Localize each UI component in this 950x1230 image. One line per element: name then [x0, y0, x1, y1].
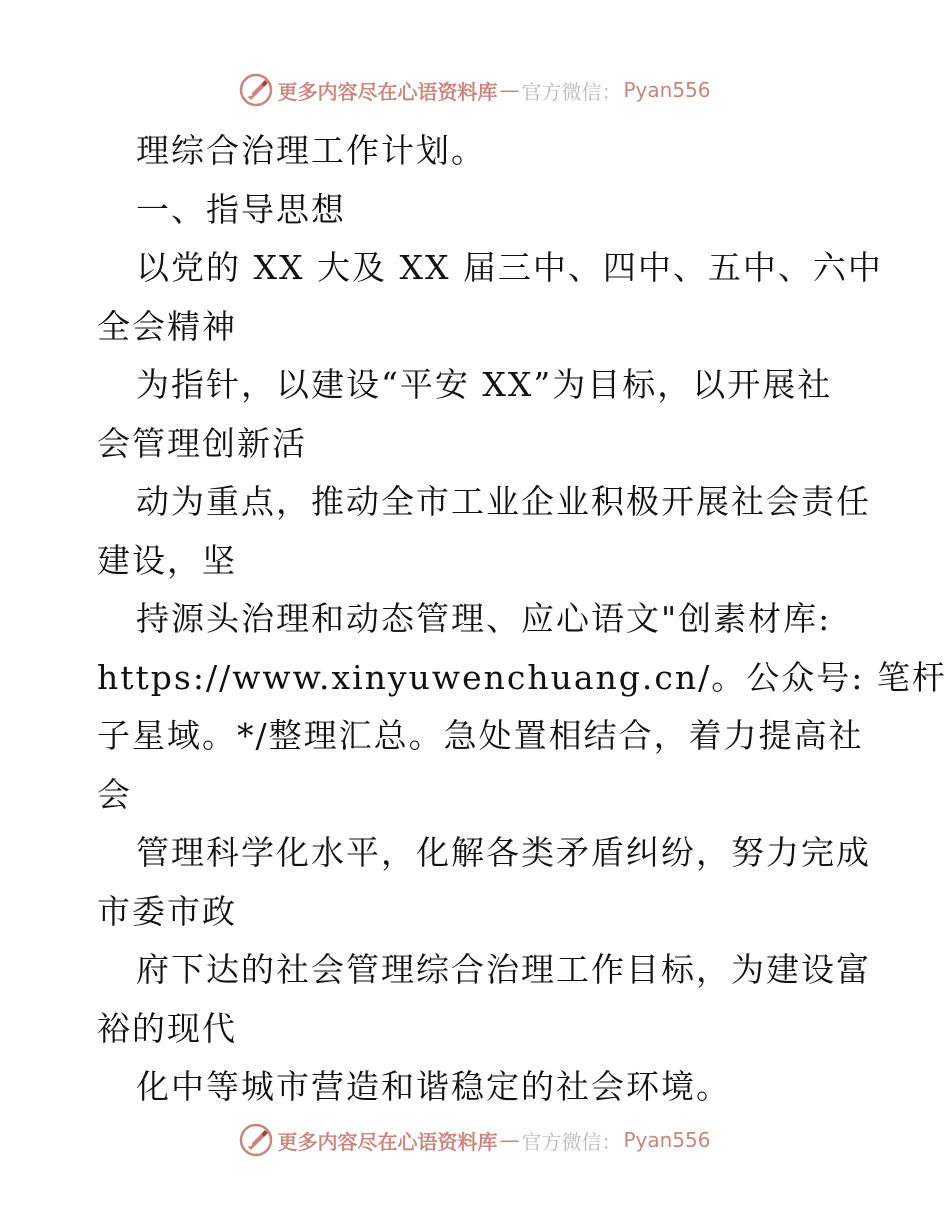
footer-wechat-id: Pyan556: [623, 1128, 711, 1152]
pen-nib-logo-icon: [239, 1123, 273, 1157]
body-line: 会: [97, 774, 132, 814]
body-line: 为指针，以建设“平安 XX”为目标，以开展社: [136, 365, 833, 404]
body-line: 管理科学化水平，化解各类矛盾纠纷，努力完成: [136, 833, 871, 872]
document-body: [97, 122, 947, 1117]
header-wechat-id: Pyan556: [623, 78, 711, 102]
body-line: 持源头治理和动态管理、应心语文"创素材库:: [136, 599, 832, 638]
body-line-url: https://www.xinyuwenchuang.cn/。公众号: 笔杆: [97, 657, 947, 697]
body-line: 化中等城市营造和谐稳定的社会环境。: [136, 1067, 731, 1106]
footer-banner: [0, 1120, 950, 1160]
header-separator: —: [499, 78, 520, 102]
footer-separator: —: [499, 1128, 520, 1152]
body-line: 府下达的社会管理综合治理工作目标，为建设富: [136, 950, 871, 989]
header-official-label: 官方微信：: [521, 79, 622, 104]
body-line: 会管理创新活: [97, 423, 307, 463]
body-line: 全会精神: [97, 306, 237, 346]
body-line: 动为重点，推动全市工业企业积极开展社会责任: [136, 482, 871, 521]
header-brand-text: 更多内容尽在心语资料库: [277, 79, 498, 104]
header-banner: [0, 70, 950, 110]
footer-brand-text: 更多内容尽在心语资料库: [277, 1129, 498, 1154]
body-line: 理综合治理工作计划。: [136, 131, 486, 170]
body-line: 以党的 XX 大及 XX 届三中、四中、五中、六中: [136, 248, 883, 287]
body-line: 子星域。*/整理汇总。急处置相结合，着力提高社: [97, 716, 864, 755]
body-line: 建设，坚: [97, 540, 237, 580]
body-line: 裕的现代: [97, 1008, 237, 1048]
section-heading: 一、指导思想: [136, 189, 346, 229]
body-line: 市委市政: [97, 891, 237, 931]
footer-official-label: 官方微信：: [521, 1129, 622, 1154]
pen-nib-logo-icon: [239, 73, 273, 107]
